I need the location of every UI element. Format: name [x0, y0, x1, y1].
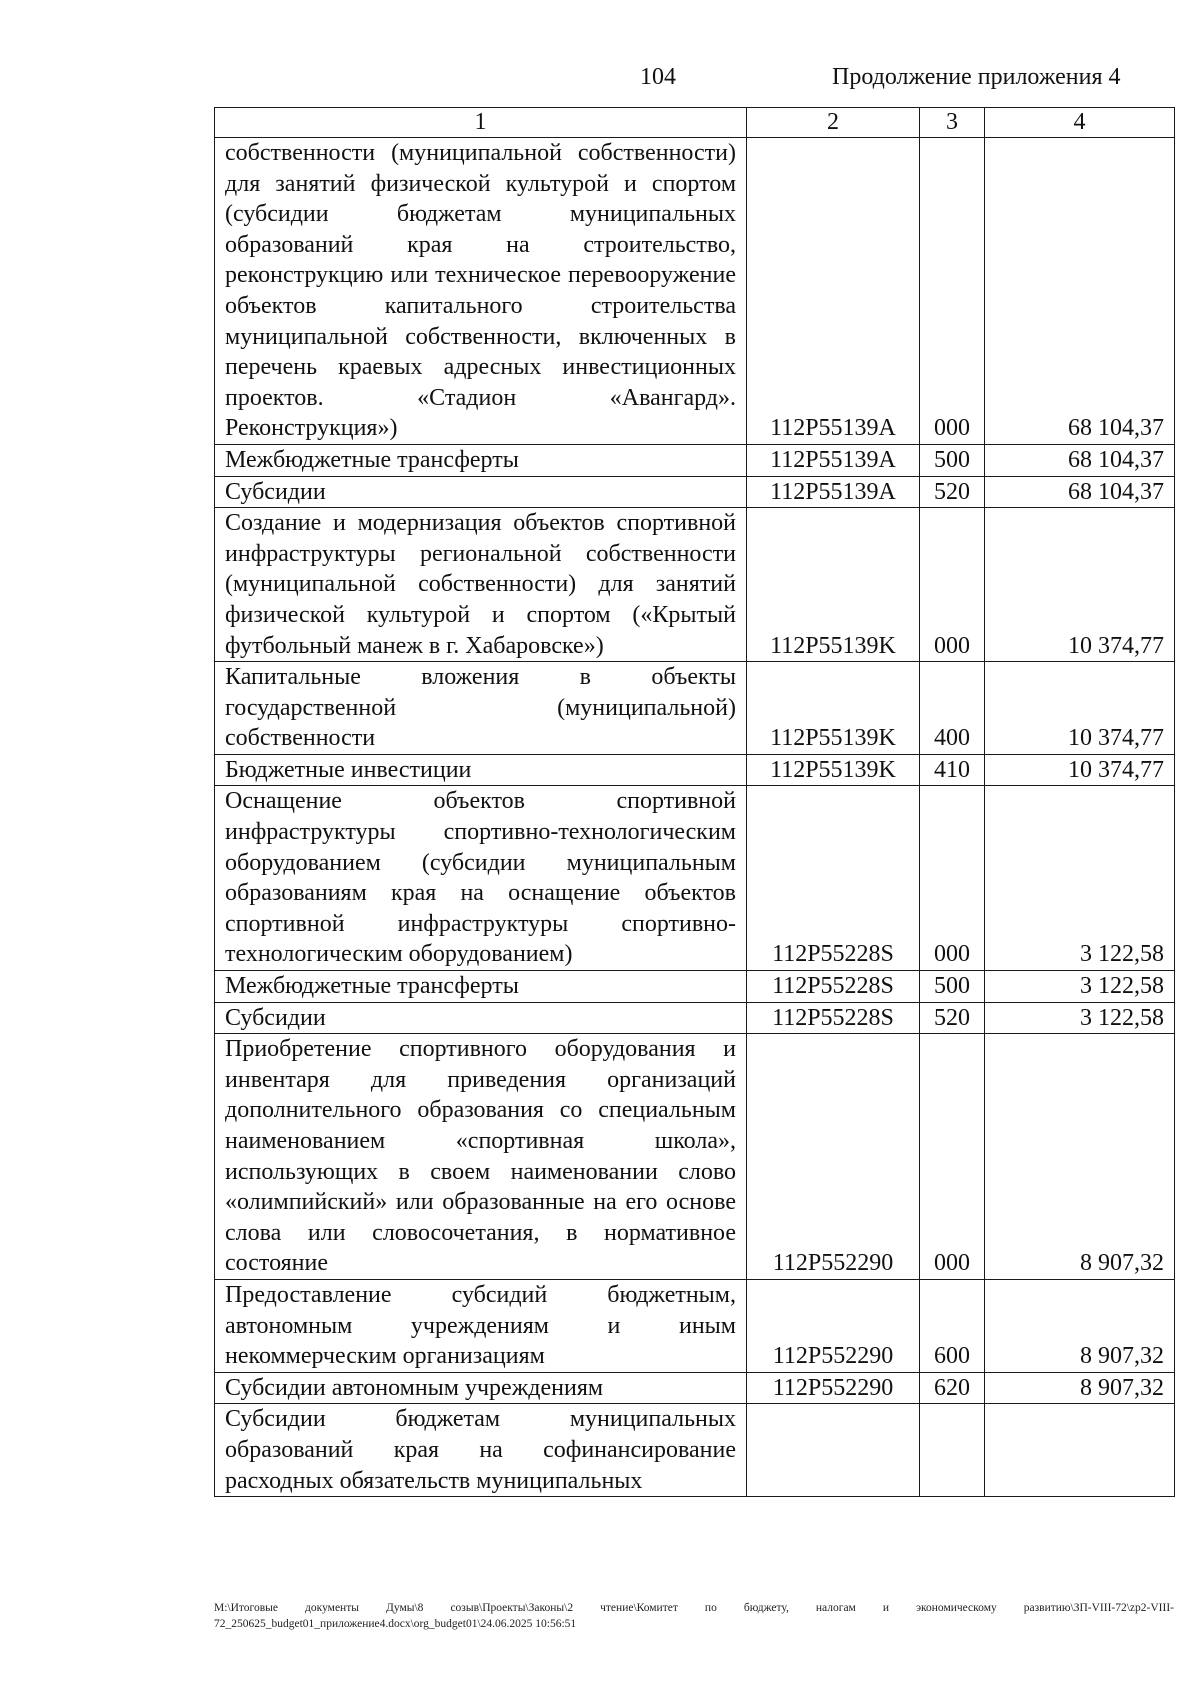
table-row — [215, 971, 1175, 1003]
page-number: 104 — [640, 64, 676, 90]
row-expense-type: 520 — [920, 1002, 985, 1034]
row-target-code: 112P552290 — [747, 1372, 920, 1404]
row-amount: 8 907,32 — [985, 1372, 1175, 1404]
row-amount — [985, 1404, 1175, 1497]
table-row — [215, 1002, 1175, 1034]
row-amount: 10 374,77 — [985, 508, 1175, 662]
row-expense-type: 000 — [920, 1034, 985, 1280]
row-description: собственности (муниципальной собственности) для занятий физической культурой и спортом (субсидии бюджетам муниципальных образований края на строительство, реконструкцию или техническое перевооружение объектов капитального строительства муниципальной собственности, включенных в перечень краевых адресных инвестиционных проектов. «Стадион «Авангард». Реконструкция») — [215, 138, 747, 445]
column-header-2: 2 — [747, 108, 920, 138]
table-row — [215, 1034, 1175, 1280]
row-expense-type: 000 — [920, 508, 985, 662]
table-row — [215, 444, 1175, 476]
row-target-code: 112P55139K — [747, 508, 920, 662]
row-description: Субсидии — [215, 1002, 747, 1034]
table-row — [215, 786, 1175, 971]
row-description: Бюджетные инвестиции — [215, 754, 747, 786]
row-description: Капитальные вложения в объекты государственной (муниципальной) собственности — [215, 662, 747, 755]
column-header-3: 3 — [920, 108, 985, 138]
row-target-code: 112P55139K — [747, 754, 920, 786]
table-row — [215, 754, 1175, 786]
row-target-code: 112P552290 — [747, 1034, 920, 1280]
column-header-1: 1 — [215, 108, 747, 138]
row-description: Предоставление субсидий бюджетным, автономным учреждениям и иным некоммерческим организациям — [215, 1279, 747, 1372]
row-expense-type: 000 — [920, 138, 985, 445]
row-expense-type: 600 — [920, 1279, 985, 1372]
row-target-code: 112P55228S — [747, 971, 920, 1003]
row-expense-type: 500 — [920, 444, 985, 476]
table-header-row — [215, 108, 1175, 138]
row-expense-type: 500 — [920, 971, 985, 1003]
row-amount: 10 374,77 — [985, 754, 1175, 786]
table-row — [215, 1279, 1175, 1372]
document-path-footer: M:\Итоговые документы Думы\8 созыв\Проекты\Законы\2 чтение\Комитет по бюджету, налогам и экономическому развитию\ЗП-VIII-72\zp2-VIII-72_250625_budget01_приложение4.docx\org_budget01\24.06.2025 10:56:51 — [214, 1602, 1174, 1630]
row-description: Приобретение спортивного оборудования и инвентаря для приведения организаций дополнительного образования со специальным наименованием «спортивная школа», использующих в своем наименовании слово «олимпийский» или образованные на его основе слова или словосочетания, в нормативное состояние — [215, 1034, 747, 1280]
row-target-code: 112P552290 — [747, 1279, 920, 1372]
row-amount: 68 104,37 — [985, 444, 1175, 476]
row-amount: 10 374,77 — [985, 662, 1175, 755]
row-amount: 3 122,58 — [985, 971, 1175, 1003]
row-expense-type: 000 — [920, 786, 985, 971]
row-amount: 68 104,37 — [985, 476, 1175, 508]
table-row — [215, 508, 1175, 662]
row-description: Межбюджетные трансферты — [215, 971, 747, 1003]
row-target-code: 112P55139A — [747, 138, 920, 445]
row-target-code: 112P55139A — [747, 444, 920, 476]
row-target-code: 112P55228S — [747, 786, 920, 971]
row-description: Создание и модернизация объектов спортивной инфраструктуры региональной собственности (муниципальной собственности) для занятий физической культурой и спортом («Крытый футбольный манеж в г. Хабаровске») — [215, 508, 747, 662]
row-description: Субсидии — [215, 476, 747, 508]
column-header-4: 4 — [985, 108, 1175, 138]
row-expense-type: 620 — [920, 1372, 985, 1404]
table-row — [215, 1404, 1175, 1497]
row-description: Субсидии автономным учреждениям — [215, 1372, 747, 1404]
row-target-code — [747, 1404, 920, 1497]
row-expense-type: 520 — [920, 476, 985, 508]
budget-table — [214, 107, 1175, 1497]
row-target-code: 112P55139A — [747, 476, 920, 508]
continuation-note: Продолжение приложения 4 — [832, 64, 1121, 90]
row-amount: 8 907,32 — [985, 1034, 1175, 1280]
row-target-code: 112P55228S — [747, 1002, 920, 1034]
row-target-code: 112P55139K — [747, 662, 920, 755]
table-row — [215, 1372, 1175, 1404]
row-amount: 68 104,37 — [985, 138, 1175, 445]
row-amount: 3 122,58 — [985, 786, 1175, 971]
row-description: Межбюджетные трансферты — [215, 444, 747, 476]
table-row — [215, 662, 1175, 755]
table-row — [215, 476, 1175, 508]
row-amount: 8 907,32 — [985, 1279, 1175, 1372]
row-amount: 3 122,58 — [985, 1002, 1175, 1034]
row-expense-type — [920, 1404, 985, 1497]
row-description: Оснащение объектов спортивной инфраструктуры спортивно-технологическим оборудованием (субсидии муниципальным образованиям края на оснащение объектов спортивной инфраструктуры спортивно-технологическим оборудованием) — [215, 786, 747, 971]
row-expense-type: 410 — [920, 754, 985, 786]
row-expense-type: 400 — [920, 662, 985, 755]
table-row — [215, 138, 1175, 445]
row-description: Субсидии бюджетам муниципальных образований края на софинансирование расходных обязательств муниципальных — [215, 1404, 747, 1497]
